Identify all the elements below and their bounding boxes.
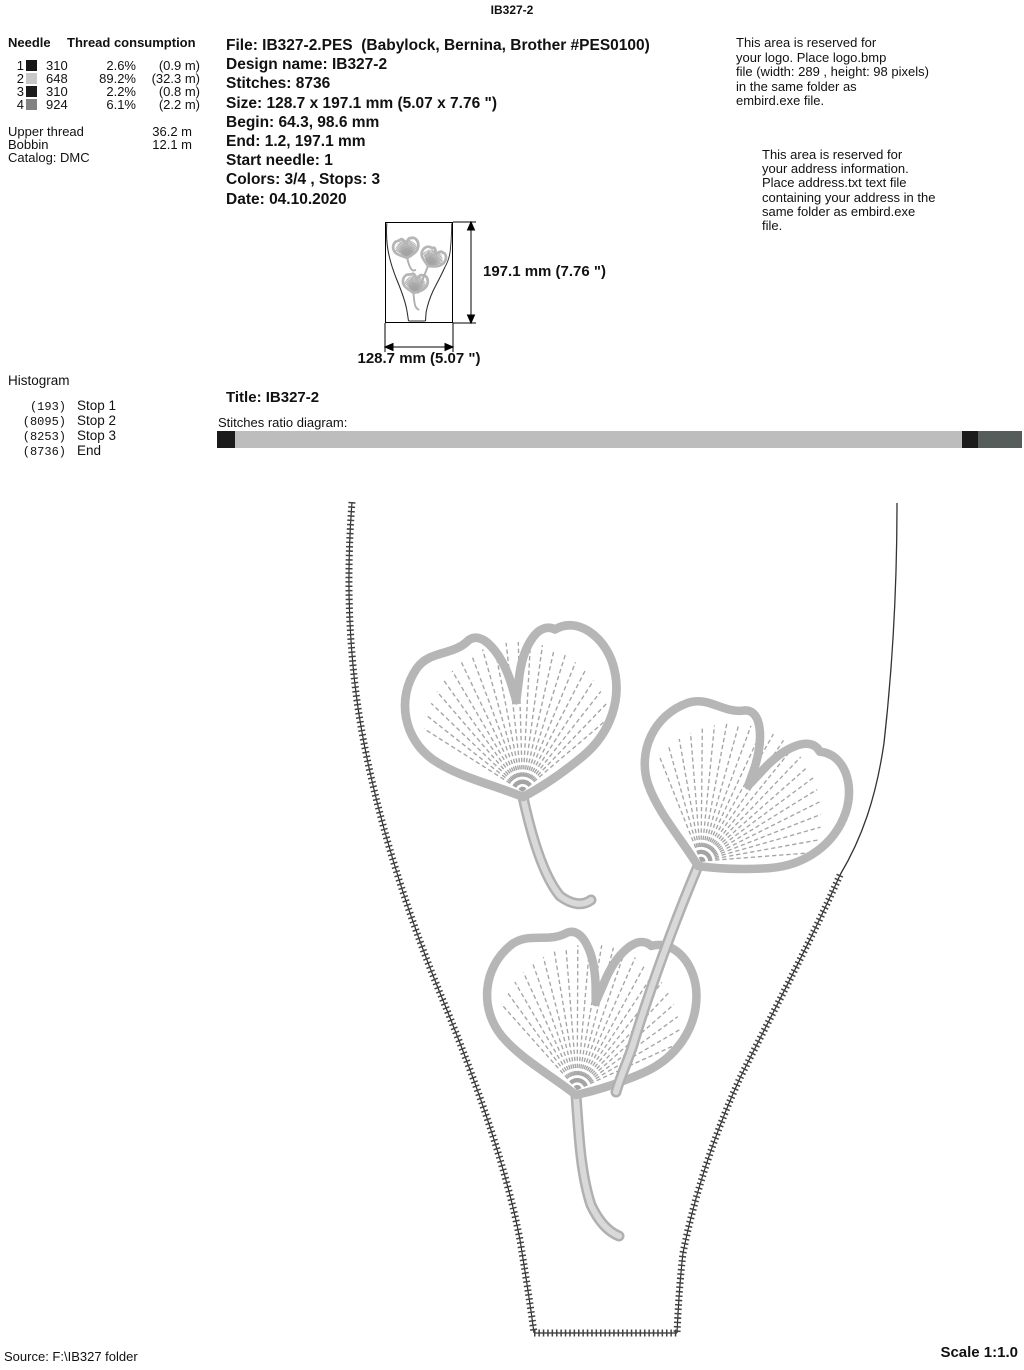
thread-totals [8,125,208,164]
logo-note-line: in the same folder as [736,78,857,94]
needle-number: 1 [16,58,24,73]
width-dimension-label: 128.7 mm (5.07 ") [357,350,481,367]
needle-rows [8,59,208,111]
thread-code: 310 [46,58,68,73]
page-header-title: IB327-2 [490,3,534,17]
thread-length: (2.2 m) [158,97,200,112]
stitch-count: (8253) [22,430,66,444]
address-note-line: same folder as embird.exe [762,203,916,219]
thread-length: (0.8 m) [158,84,200,99]
file-info-line: Date: 04.10.2020 [226,190,347,208]
arrowhead-up-icon [468,222,475,230]
embroidery-design-canvas [0,488,1024,1344]
thread-length: (0.9 m) [158,58,200,73]
thread-percent: 2.2% [106,84,136,99]
needle-number: 3 [16,84,24,99]
thread-code: 648 [46,71,68,86]
thread-code: 310 [46,84,68,99]
stop-label: End [77,443,102,458]
stop-label: Stop 2 [77,413,117,428]
bobbin-label: Bobbin [8,137,49,152]
ratio-segment [978,431,1022,448]
stitches-ratio-label: Stitches ratio diagram: [218,415,348,430]
file-info-block [226,36,650,209]
scale-label: Scale 1:1.0 [940,1344,1018,1361]
stitch-count: (8736) [22,445,66,459]
consumption-col-header: Thread consumption [67,35,196,50]
catalog-label: Catalog: DMC [8,150,90,165]
needle-number: 4 [16,97,24,112]
file-info-line: File: IB327-2.PES (Babylock, Bernina, Brother #PES0100) [226,37,650,54]
upper-thread-value: 36.2 m [152,124,192,139]
file-info-line: End: 1.2, 197.1 mm [226,133,366,151]
needle-row [8,98,208,111]
ratio-segment [217,431,235,448]
stop-label: Stop 1 [77,398,117,413]
address-note-line: This area is reserved for [762,147,903,162]
thread-color-swatch [26,60,37,71]
ratio-segment [962,431,977,448]
logo-note-line: file (width: 289 , height: 98 pixels) [736,64,929,80]
logo-note-line: embird.exe file. [736,93,825,109]
address-note-line: Place address.txt text file [762,175,907,191]
source-path: Source: F:\IB327 folder [4,1349,138,1364]
address-placeholder-note [762,148,935,233]
histogram-row [8,443,116,458]
upper-thread-label: Upper thread [8,124,84,139]
thread-percent: 6.1% [106,97,136,112]
file-info-line: Start needle: 1 [226,152,333,170]
thread-percent: 2.6% [106,58,136,73]
file-info-line: Colors: 3/4 , Stops: 3 [226,171,381,189]
address-note-line: file. [762,218,783,234]
stitch-count: (8095) [22,415,66,429]
height-dimension-label: 197.1 mm (7.76 ") [483,263,607,280]
thread-code: 924 [46,97,68,112]
histogram-row [8,428,116,443]
needle-col-header: Needle [8,35,51,50]
file-info-line: Begin: 64.3, 98.6 mm [226,113,380,131]
arrowhead-down-icon [468,315,475,323]
thread-color-swatch [26,73,37,84]
needle-table [8,36,208,164]
address-note-line: containing your address in the [762,189,936,205]
needle-number: 2 [16,71,24,86]
stitches-ratio-bar [217,431,1022,448]
logo-note-line: This area is reserved for [736,35,877,50]
bobbin-value: 12.1 m [152,137,192,152]
histogram-list [8,398,116,458]
thread-percent: 89.2% [99,71,136,86]
design-title-line: Title: IB327-2 [226,389,320,406]
thread-color-swatch [26,86,37,97]
file-info-line: Design name: IB327-2 [226,56,388,74]
thread-color-swatch [26,99,37,110]
histogram-row [8,398,116,413]
file-info-line: Size: 128.7 x 197.1 mm (5.07 x 7.76 ") [226,94,498,112]
logo-placeholder-note [736,36,929,109]
histogram-row [8,413,116,428]
thread-length: (32.3 m) [151,71,200,86]
file-info-line: Stitches: 8736 [226,75,331,93]
histogram-title: Histogram [8,373,70,388]
needle-table-header [8,36,208,49]
stitch-count: (193) [29,400,66,414]
address-note-line: your address information. [762,161,909,177]
stop-label: Stop 3 [77,428,117,443]
logo-note-line: your logo. Place logo.bmp [736,49,887,65]
ratio-segment [235,431,963,448]
